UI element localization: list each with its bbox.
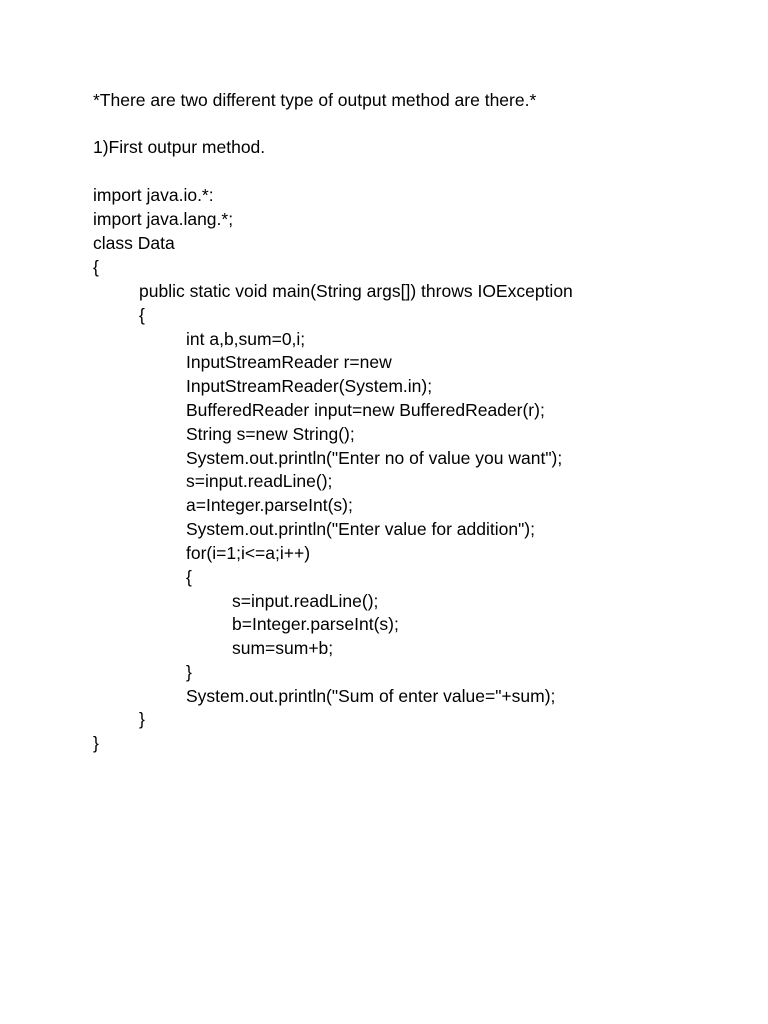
code-line: InputStreamReader r=new — [186, 352, 392, 372]
code-line: System.out.println("Sum of enter value="+sum); — [186, 686, 556, 706]
code-line: import java.lang.*; — [93, 209, 234, 229]
code-line: InputStreamReader(System.in); — [186, 376, 433, 396]
code-line: { — [93, 257, 99, 277]
code-line: public static void main(String args[]) throws IOException — [139, 281, 573, 301]
code-line: a=Integer.parseInt(s); — [186, 495, 353, 515]
code-line: } — [186, 662, 192, 682]
code-line: System.out.println("Enter value for addition"); — [186, 519, 535, 539]
code-line: s=input.readLine(); — [186, 471, 333, 491]
code-line: int a,b,sum=0,i; — [186, 329, 306, 349]
code-line: String s=new String(); — [186, 424, 355, 444]
document-heading: *There are two different type of output method are there.* — [93, 90, 537, 110]
code-line: } — [139, 709, 145, 729]
code-line: BufferedReader input=new BufferedReader(r); — [186, 400, 545, 420]
document-subheading: 1)First outpur method. — [93, 137, 266, 157]
code-line: sum=sum+b; — [232, 638, 334, 658]
code-line: { — [186, 567, 192, 587]
code-line: System.out.println("Enter no of value you want"); — [186, 448, 563, 468]
code-line: b=Integer.parseInt(s); — [232, 614, 399, 634]
code-line: for(i=1;i<=a;i++) — [186, 543, 311, 563]
code-line: } — [93, 733, 99, 753]
code-line: import java.io.*: — [93, 185, 214, 205]
code-line: s=input.readLine(); — [232, 591, 379, 611]
code-line: class Data — [93, 233, 175, 253]
code-line: { — [139, 305, 145, 325]
